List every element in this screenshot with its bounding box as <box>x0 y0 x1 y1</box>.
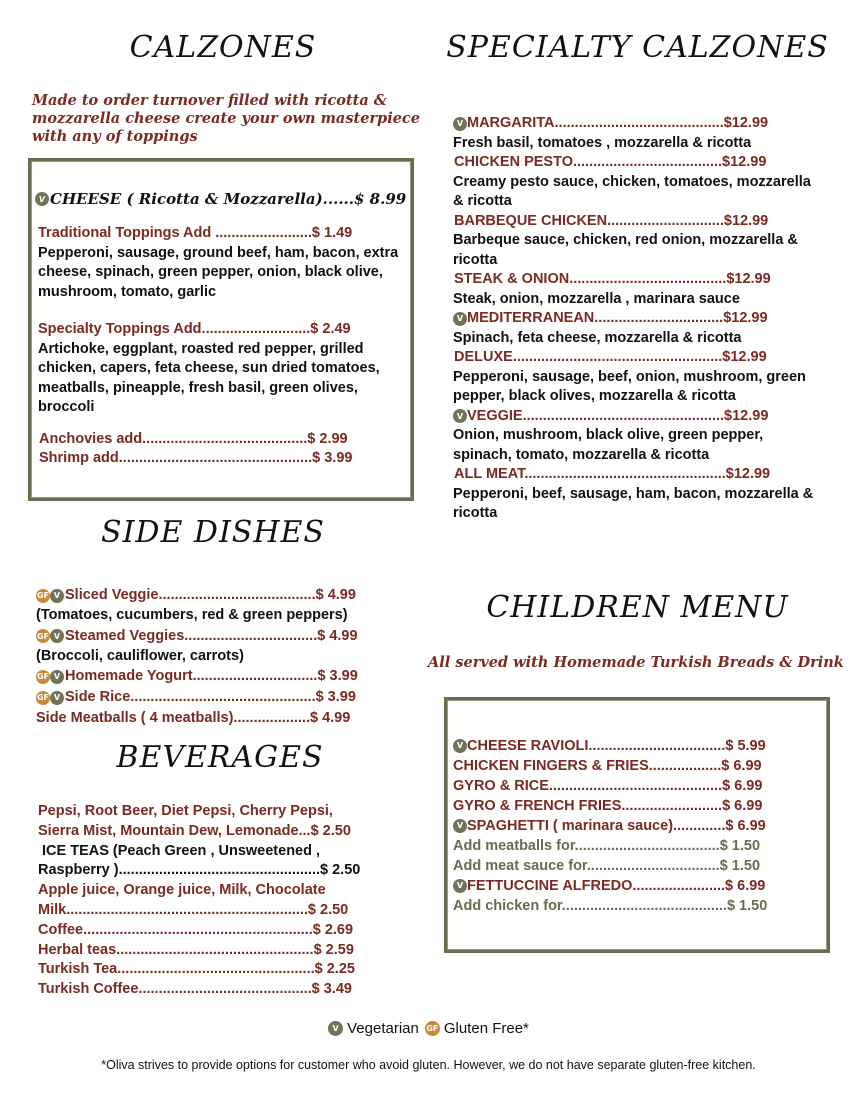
specialty-calzone-price-line: ALL MEAT..................................................$12.99 <box>454 466 771 482</box>
side-dish-description: (Broccoli, cauliflower, carrots) <box>36 647 244 664</box>
vegetarian-icon: V <box>50 691 64 705</box>
calzones-content <box>35 190 405 469</box>
side-dish-item <box>36 666 416 687</box>
vegetarian-icon: V <box>453 312 467 326</box>
specialty-calzone-description: Onion, mushroom, black olive, green pepper, spinach, tomato, mozzarella & ricotta <box>453 427 764 463</box>
specialty-calzone-description: Pepperoni, sausage, beef, onion, mushroom, green pepper, black olives, mozzarella & ricotta <box>453 368 806 404</box>
specialty-calzone-description: Pepperoni, beef, sausage, ham, bacon, mozzarella & ricotta <box>453 485 814 521</box>
specialty-calzone-description: Barbeque sauce, chicken, red onion, mozzarella & ricotta <box>453 232 798 268</box>
beverage-line: Milk............................................................$ 2.50 <box>38 901 349 918</box>
traditional-toppings-list: Pepperoni, sausage, ground beef, ham, bacon, extra cheese, spinach, green pepper, onion, black olive, mushroom, tomato, garlic <box>38 244 399 300</box>
anchovies-price: Anchovies add.........................................$ 2.99 <box>39 430 348 447</box>
calzone-extras <box>35 430 405 469</box>
side-dish-item <box>36 585 416 606</box>
gluten-footnote: *Oliva strives to provide options for customer who avoid gluten. However, we do not have separate gluten-free kitchen. <box>101 1058 756 1072</box>
toppings-group-specialty <box>35 320 405 418</box>
specialty-calzone-price-line: MARGARITA..........................................$12.99 <box>467 115 769 131</box>
children-menu-title: CHILDREN MENU <box>486 590 789 625</box>
children-menu-item <box>453 816 823 836</box>
specialty-calzone-item <box>453 465 823 485</box>
side-dish-price-line: Side Meatballs ( 4 meatballs)...................$ 4.99 <box>36 710 351 726</box>
children-add-on <box>453 896 823 916</box>
specialty-calzone-price-line: VEGGIE..................................................$12.99 <box>467 407 769 424</box>
specialty-calzone-description: Steak, onion, mozzarella , marinara sauce <box>453 290 740 307</box>
children-item-price-line: Add meatballs for....................................$ 1.50 <box>453 838 761 854</box>
children-item-price-line: Add meat sauce for.................................$ 1.50 <box>453 858 761 874</box>
gluten-free-icon: GF <box>425 1021 440 1036</box>
beverage-line: Coffee.........................................................$ 2.69 <box>38 921 354 938</box>
cheese-calzone-label: CHEESE ( Ricotta & Mozzarella)......$ 8.99 <box>50 190 407 208</box>
specialty-calzone-price-line: CHICKEN PESTO.....................................$12.99 <box>454 154 767 170</box>
side-dishes-title: SIDE DISHES <box>101 515 325 550</box>
children-item-price-line: GYRO & FRENCH FRIES.........................$ 6.99 <box>453 798 763 814</box>
traditional-toppings-price: Traditional Toppings Add ........................$ 1.49 <box>38 225 353 241</box>
beverage-line: Pepsi, Root Beer, Diet Pepsi, Cherry Pepsi, <box>38 803 333 819</box>
side-dish-description: (Tomatoes, cucumbers, red & green peppers) <box>36 607 348 623</box>
children-menu-item <box>453 736 823 756</box>
gluten-free-icon: GF <box>36 629 50 643</box>
beverage-line: Raspberry )..................................................$ 2.50 <box>38 862 361 879</box>
children-menu-item <box>453 796 823 816</box>
children-item-price-line: FETTUCCINE ALFREDO.......................$ 6.99 <box>467 878 766 894</box>
specialty-calzone-price-line: STEAK & ONION.......................................$12.99 <box>454 271 771 287</box>
specialty-calzone-item <box>453 309 823 329</box>
specialty-toppings-list: Artichoke, eggplant, roasted red pepper, grilled chicken, capers, feta cheese, sun dried tomatoes, meatballs, pineapple, fresh basil, green olives, broccoli <box>38 340 380 415</box>
specialty-calzone-item <box>453 114 823 134</box>
dietary-badges <box>36 629 64 643</box>
beverage-line: Turkish Coffee...........................................$ 3.49 <box>38 981 352 998</box>
vegetarian-icon: V <box>50 670 64 684</box>
children-menu-item <box>453 756 823 776</box>
specialty-calzone-price-line: DELUXE....................................................$12.99 <box>454 349 767 365</box>
children-item-price-line: Add chicken for.........................................$ 1.50 <box>453 898 768 914</box>
cheese-calzone-line <box>35 190 405 208</box>
beverage-line: Herbal teas.................................................$ 2.59 <box>38 941 354 958</box>
toppings-group-traditional <box>35 224 405 302</box>
beverages-title: BEVERAGES <box>116 740 324 775</box>
side-dish-price-line: Side Rice..............................................$ 3.99 <box>65 689 356 705</box>
gluten-free-icon: GF <box>36 589 50 603</box>
children-add-on <box>453 856 823 876</box>
tagline-line: Made to order turnover filled with ricotta & <box>32 92 387 109</box>
dietary-badges <box>36 691 64 705</box>
children-menu-item <box>453 876 823 896</box>
vegetarian-label: Vegetarian <box>347 1020 419 1037</box>
children-menu-item <box>453 776 823 796</box>
shrimp-price: Shrimp add................................................$ 3.99 <box>39 450 353 466</box>
gluten-free-icon: GF <box>36 691 50 705</box>
side-dish-price-line: Homemade Yogurt...............................$ 3.99 <box>65 668 358 684</box>
vegetarian-icon: V <box>453 819 467 833</box>
dietary-badges <box>36 589 64 603</box>
specialty-calzone-item <box>453 153 823 173</box>
side-dishes-list <box>36 585 416 729</box>
specialty-calzone-item <box>453 407 823 427</box>
specialty-calzone-description: Spinach, feta cheese, mozzarella & ricotta <box>453 329 742 346</box>
specialty-calzone-price-line: MEDITERRANEAN................................$12.99 <box>467 310 768 326</box>
children-menu-tagline: All served with Homemade Turkish Breads & Drink <box>428 654 844 671</box>
specialty-toppings-price: Specialty Toppings Add...........................$ 2.49 <box>38 321 351 337</box>
children-item-price-line: CHEESE RAVIOLI..................................$ 5.99 <box>467 738 766 754</box>
beverage-line: Apple juice, Orange juice, Milk, Chocolate <box>38 882 326 899</box>
beverage-line: Turkish Tea.................................................$ 2.25 <box>38 961 355 978</box>
dietary-badges <box>36 670 64 684</box>
beverage-line: Sierra Mist, Mountain Dew, Lemonade...$ 2.50 <box>38 822 351 839</box>
specialty-calzones-title: SPECIALTY CALZONES <box>446 30 829 65</box>
specialty-calzone-item <box>453 270 823 290</box>
children-item-price-line: CHICKEN FINGERS & FRIES..................$ 6.99 <box>453 758 762 774</box>
specialty-calzone-description: Creamy pesto sauce, chicken, tomatoes, mozzarella & ricotta <box>453 173 811 209</box>
dietary-legend <box>0 1020 857 1037</box>
vegetarian-icon: V <box>453 117 467 131</box>
tagline-line: mozzarella cheese create your own masterpiece <box>32 110 420 127</box>
vegetarian-icon: V <box>453 739 467 753</box>
vegetarian-icon: V <box>50 629 64 643</box>
vegetarian-icon: V <box>35 192 49 206</box>
vegetarian-icon: V <box>50 589 64 603</box>
side-dish-item <box>36 626 416 647</box>
side-dish-price-line: Steamed Veggies.................................$ 4.99 <box>65 627 358 644</box>
side-dish-price-line: Sliced Veggie.......................................$ 4.99 <box>65 587 356 603</box>
side-dish-item <box>36 708 416 729</box>
specialty-calzone-description: Fresh basil, tomatoes , mozzarella & ricotta <box>453 134 752 151</box>
specialty-calzone-item <box>453 348 823 368</box>
calzones-title: CALZONES <box>129 30 317 65</box>
gluten-free-label: Gluten Free* <box>443 1020 529 1037</box>
vegetarian-icon: V <box>453 409 467 423</box>
beverage-line: ICE TEAS (Peach Green , Unsweetened , <box>38 842 321 859</box>
children-add-on <box>453 836 823 856</box>
specialty-calzones-list <box>453 114 823 524</box>
tagline-line: with any of toppings <box>32 128 198 145</box>
gluten-free-icon: GF <box>36 670 50 684</box>
children-menu-list <box>453 736 823 916</box>
vegetarian-icon: V <box>453 879 467 893</box>
specialty-calzone-item <box>453 212 823 232</box>
calzones-tagline <box>32 92 422 146</box>
children-item-price-line: GYRO & RICE...........................................$ 6.99 <box>453 778 763 794</box>
specialty-calzone-price-line: BARBEQUE CHICKEN.............................$12.99 <box>454 212 769 229</box>
side-dish-item <box>36 687 416 708</box>
beverages-list <box>38 802 418 1000</box>
vegetarian-icon: V <box>328 1021 343 1036</box>
children-item-price-line: SPAGHETTI ( marinara sauce).............$ 6.99 <box>467 818 766 834</box>
